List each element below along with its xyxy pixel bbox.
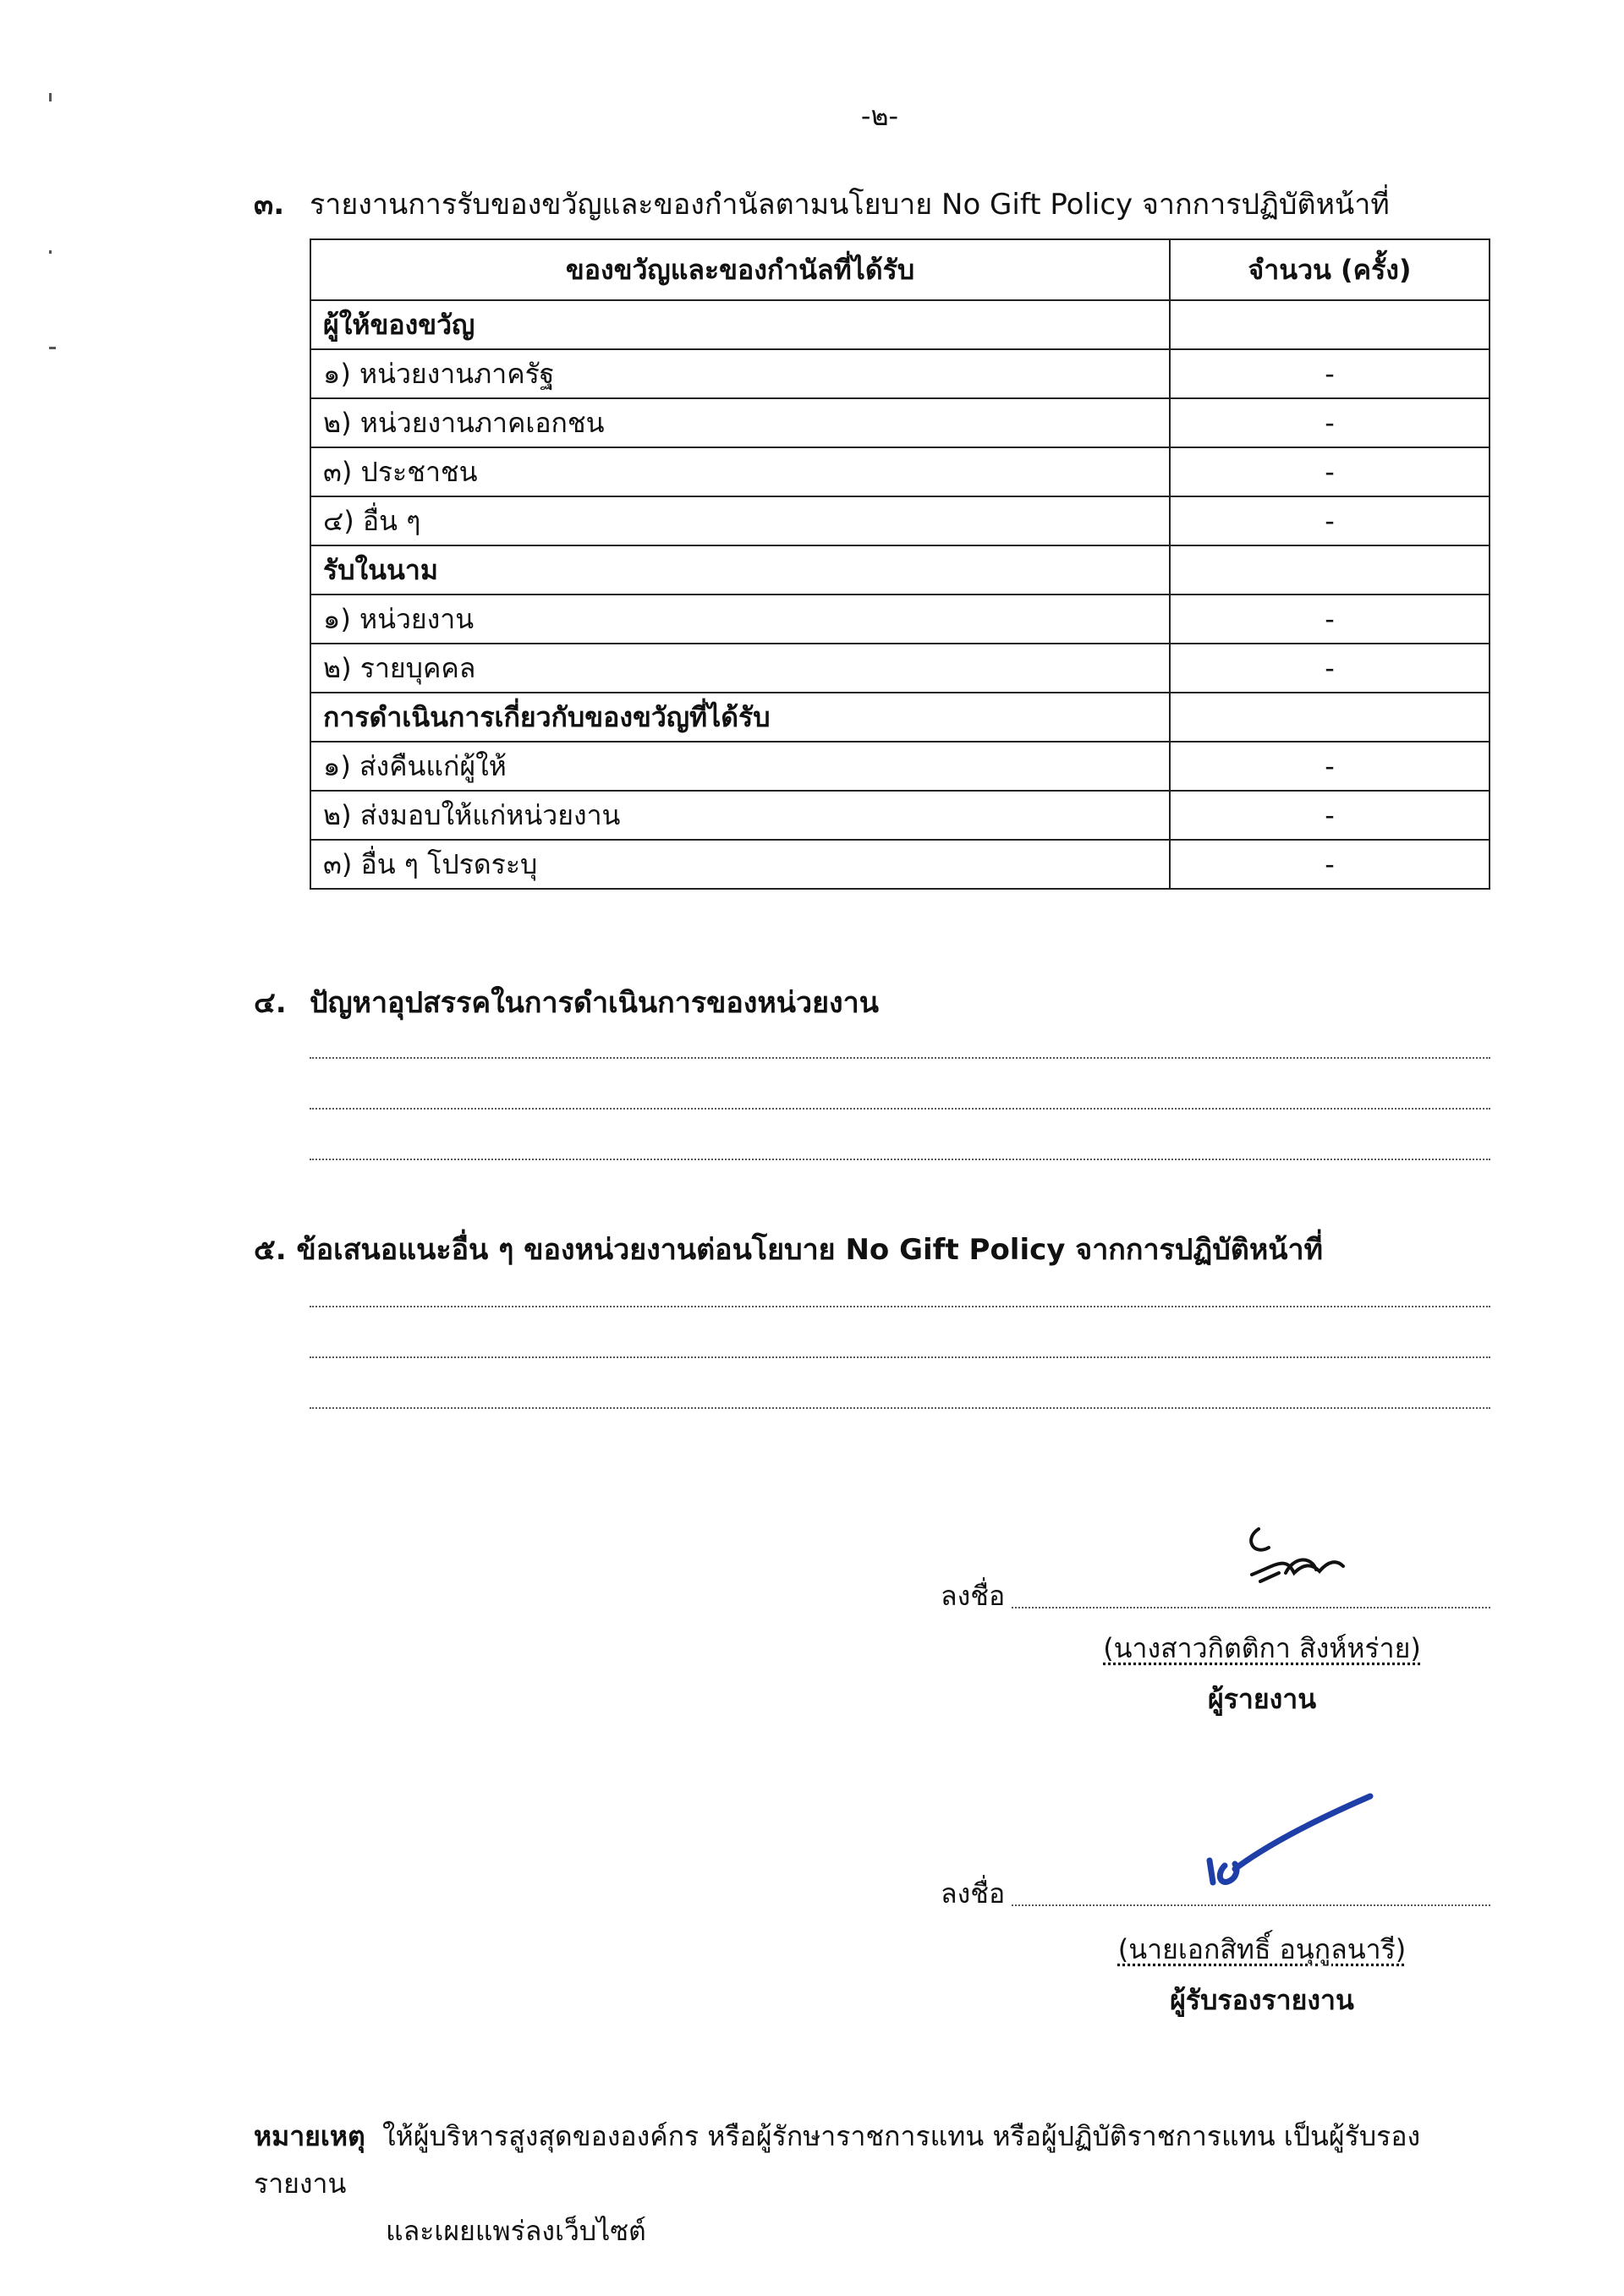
section4-heading	[254, 979, 879, 1025]
table-row	[310, 644, 1490, 693]
section3-heading	[254, 181, 1390, 227]
signature1-name: (นางสาวกิตติกา สิงห์หร่าย)	[1103, 1632, 1421, 1664]
signature1-label: ลงชื่อ	[941, 1580, 1006, 1612]
row-count: -	[1170, 644, 1490, 693]
table-row	[310, 447, 1490, 496]
section3-title: รายงานการรับของขวัญและของกำนัลตามนโยบาย No Gift Policy จากการปฏิบัติหน้าที่	[310, 188, 1390, 222]
answer-line[interactable]	[310, 1356, 1490, 1358]
group-label: รับในนาม	[310, 545, 1170, 595]
group-label: การดำเนินการเกี่ยวกับของขวัญที่ได้รับ	[310, 693, 1170, 742]
page-number: -๒-	[860, 100, 899, 132]
gift-report-table	[310, 238, 1490, 890]
group-row-givers	[310, 300, 1490, 349]
section5-heading	[254, 1226, 1323, 1272]
row-item: ๒) หน่วยงานภาคเอกชน	[310, 398, 1170, 447]
section3-number: ๓.	[254, 188, 285, 222]
row-count: -	[1170, 398, 1490, 447]
signature2-name: (นายเอกสิทธิ์ อนุกูลนารี)	[1117, 1933, 1407, 1965]
signature2-line	[1012, 1904, 1490, 1906]
table-row	[310, 496, 1490, 545]
signature2-label: ลงชื่อ	[941, 1877, 1006, 1910]
group-row-received-as	[310, 545, 1490, 595]
table-row	[310, 349, 1490, 398]
group-count-cell	[1170, 300, 1490, 349]
group-count-cell	[1170, 545, 1490, 595]
row-count: -	[1170, 840, 1490, 889]
answer-line[interactable]	[310, 1306, 1490, 1307]
signature1-role: ผู้รายงาน	[1207, 1683, 1317, 1715]
row-count: -	[1170, 595, 1490, 644]
section4-number: ๔.	[254, 986, 287, 1020]
group-label: ผู้ให้ของขวัญ	[310, 300, 1170, 349]
group-count-cell	[1170, 693, 1490, 742]
row-item: ๒) ส่งมอบให้แก่หน่วยงาน	[310, 791, 1170, 840]
footnote	[254, 2112, 1506, 2255]
column-header-count: จำนวน (ครั้ง)	[1170, 239, 1490, 300]
table-row	[310, 742, 1490, 791]
margin-mark	[49, 347, 56, 349]
table-row	[310, 840, 1490, 889]
group-row-actions	[310, 693, 1490, 742]
column-header-item: ของขวัญและของกำนัลที่ได้รับ	[310, 239, 1170, 300]
row-item: ๔) อื่น ๆ	[310, 496, 1170, 545]
row-count: -	[1170, 742, 1490, 791]
row-count: -	[1170, 496, 1490, 545]
margin-mark	[49, 250, 52, 254]
answer-line[interactable]	[310, 1057, 1490, 1059]
row-count: -	[1170, 791, 1490, 840]
row-item: ๓) อื่น ๆ โปรดระบุ	[310, 840, 1170, 889]
answer-line[interactable]	[310, 1159, 1490, 1160]
signature1-mark	[1235, 1522, 1353, 1598]
row-item: ๓) ประชาชน	[310, 447, 1170, 496]
row-item: ๑) หน่วยงานภาครัฐ	[310, 349, 1170, 398]
section5-title: ข้อเสนอแนะอื่น ๆ ของหน่วยงานต่อนโยบาย No Gift Policy จากการปฏิบัติหน้าที่	[296, 1233, 1324, 1267]
row-count: -	[1170, 447, 1490, 496]
row-item: ๑) ส่งคืนแก่ผู้ให้	[310, 742, 1170, 791]
footnote-label: หมายเหตุ	[254, 2120, 365, 2152]
footnote-line2: และเผยแพร่ลงเว็บไซต์	[386, 2215, 646, 2247]
footnote-line1	[254, 2112, 1506, 2207]
table-row	[310, 791, 1490, 840]
table-header-row	[310, 239, 1490, 300]
signature1-line	[1012, 1607, 1490, 1608]
section4-title: ปัญหาอุปสรรคในการดำเนินการของหน่วยงาน	[310, 986, 879, 1020]
answer-line[interactable]	[310, 1108, 1490, 1110]
table-row	[310, 595, 1490, 644]
table-row	[310, 398, 1490, 447]
signature2-role: ผู้รับรองรายงาน	[1170, 1984, 1354, 2016]
row-item: ๒) รายบุคคล	[310, 644, 1170, 693]
row-item: ๑) หน่วยงาน	[310, 595, 1170, 644]
section5-number: ๕.	[254, 1233, 287, 1267]
row-count: -	[1170, 349, 1490, 398]
signature2-mark	[1201, 1793, 1387, 1894]
answer-line[interactable]	[310, 1407, 1490, 1409]
footnote-text1: ให้ผู้บริหารสูงสุดขององค์กร หรือผู้รักษาราชการแทน หรือผู้ปฏิบัติราชการแทน เป็นผู้รับรองรายงาน	[254, 2120, 1421, 2200]
